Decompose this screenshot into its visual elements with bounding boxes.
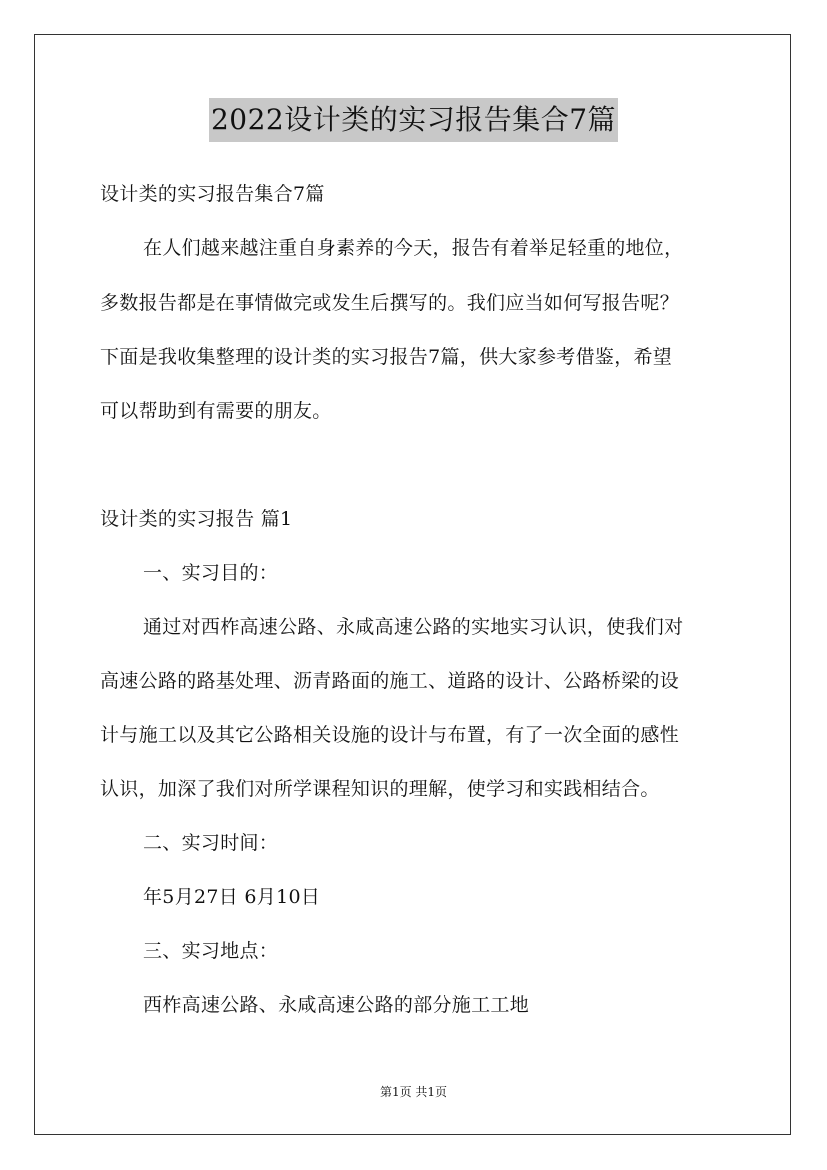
intro-line-1: 在人们越来越注重自身素养的今天，报告有着举足轻重的地位，	[143, 237, 684, 259]
item1-line-4: 认识，加深了我们对所学课程知识的理解，使学习和实践相结合。	[100, 778, 660, 800]
document-subtitle: 设计类的实习报告集合7篇	[100, 183, 325, 205]
item2-text: 年5月27日 6月10日	[143, 886, 321, 908]
section-heading: 设计类的实习报告 篇1	[100, 508, 293, 530]
title-container	[0, 98, 827, 142]
item3-heading: 三、实习地点：	[143, 940, 279, 962]
intro-line-4: 可以帮助到有需要的朋友。	[100, 400, 332, 422]
intro-line-3: 下面是我收集整理的设计类的实习报告7篇，供大家参考借鉴，希望	[100, 346, 673, 368]
item1-heading: 一、实习目的：	[143, 562, 279, 584]
item1-line-2: 高速公路的路基处理、沥青路面的施工、道路的设计、公路桥梁的设	[100, 670, 680, 692]
page-footer: 第1页 共1页	[379, 1085, 448, 1099]
document-title: 2022设计类的实习报告集合7篇	[209, 98, 618, 142]
intro-line-2: 多数报告都是在事情做完或发生后撰写的。我们应当如何写报告呢？	[100, 292, 680, 314]
item1-line-1: 通过对西柞高速公路、永咸高速公路的实地实习认识，使我们对	[143, 616, 684, 638]
item3-text: 西柞高速公路、永咸高速公路的部分施工工地	[143, 994, 530, 1016]
item1-line-3: 计与施工以及其它公路相关设施的设计与布置，有了一次全面的感性	[100, 724, 680, 746]
item2-heading: 二、实习时间：	[143, 832, 279, 854]
